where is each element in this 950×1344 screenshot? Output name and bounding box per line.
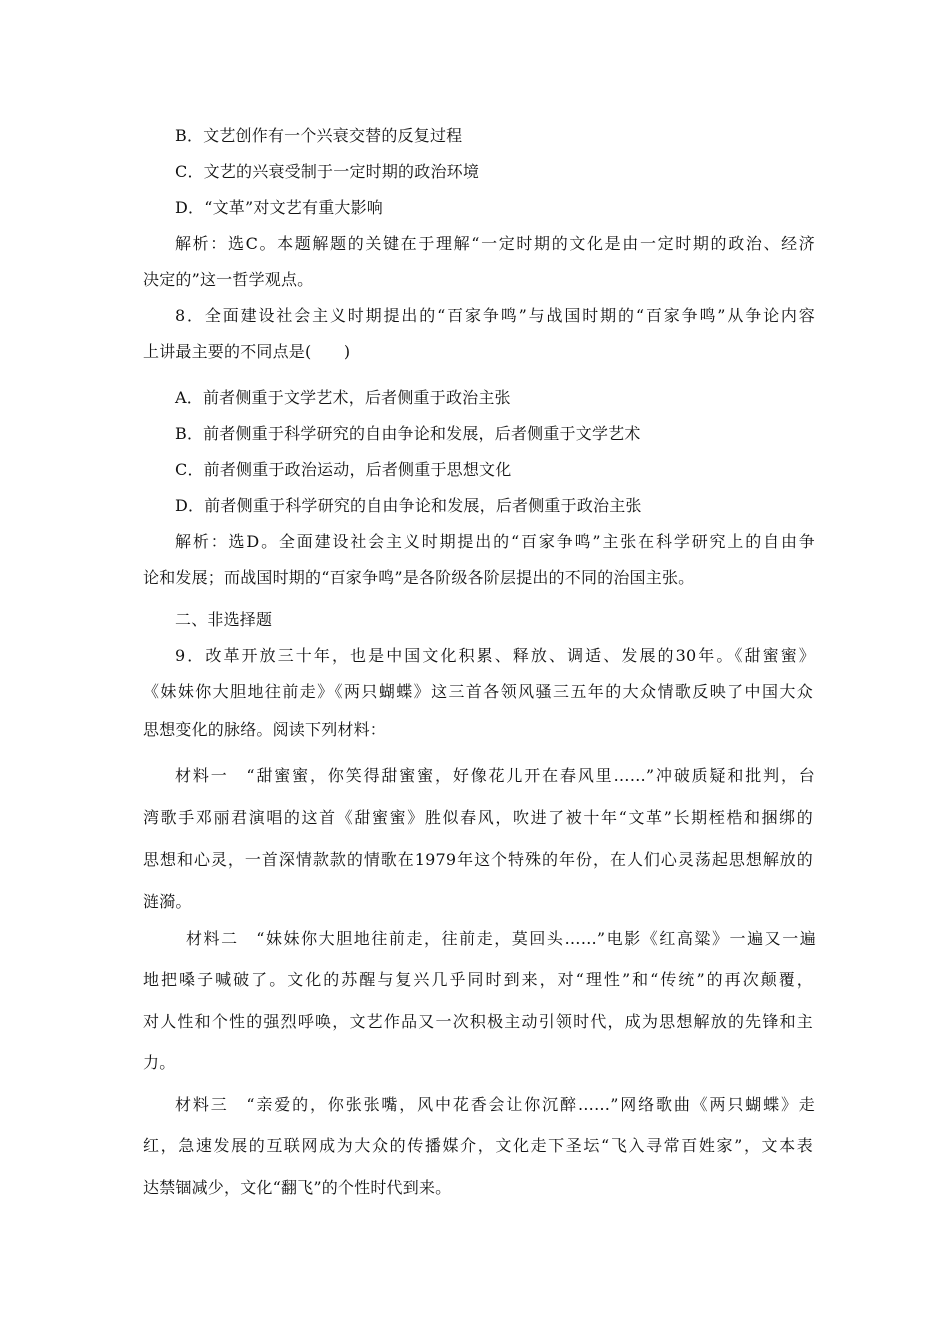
- question-8-line1: 8．全面建设社会主义时期提出的“百家争鸣”与战国时期的“百家争鸣”从争论内容: [175, 306, 815, 325]
- material-3-line1: 材料三 “亲爱的，你张张嘴，风中花香会让你沉醉……”网络歌曲《两只蝴蝶》走: [175, 1095, 815, 1114]
- analysis-q7-line1: 解析：选C。本题解题的关键在于理解“一定时期的文化是由一定时期的政治、经济: [175, 234, 815, 253]
- material-2-line1: 材料二 “妹妹你大胆地往前走，往前走，莫回头……”电影《红高粱》一遍又一遍: [186, 929, 816, 948]
- option-d-q8: D．前者侧重于科学研究的自由争论和发展，后者侧重于政治主张: [175, 496, 642, 515]
- analysis-q8-line2: 论和发展；而战国时期的“百家争鸣”是各阶级各阶层提出的不同的治国主张。: [143, 568, 695, 587]
- material-1-line4: 涟漪。: [143, 892, 192, 911]
- question-9-line3: 思想变化的脉络。阅读下列材料：: [143, 720, 387, 739]
- material-2-line4: 力。: [143, 1053, 176, 1072]
- section-heading: 二、非选择题: [175, 610, 273, 629]
- option-c-q7: C．文艺的兴衰受制于一定时期的政治环境: [175, 162, 480, 181]
- option-d-q7: D．“文革”对文艺有重大影响: [175, 198, 383, 217]
- analysis-q7-line2: 决定的”这一哲学观点。: [143, 270, 314, 289]
- material-2-line3: 对人性和个性的强烈呼唤，文艺作品又一次积极主动引领时代，成为思想解放的先锋和主: [143, 1012, 813, 1031]
- analysis-q8-line1: 解析：选D。全面建设社会主义时期提出的“百家争鸣”主张在科学研究上的自由争: [175, 532, 815, 551]
- option-b-q8: B．前者侧重于科学研究的自由争论和发展，后者侧重于文学艺术: [175, 424, 641, 443]
- material-3-line3: 达禁锢减少，文化“翻飞”的个性时代到来。: [143, 1178, 452, 1197]
- question-8-line2: 上讲最主要的不同点是( ): [143, 342, 351, 361]
- material-1-line2: 湾歌手邓丽君演唱的这首《甜蜜蜜》胜似春风，吹进了被十年“文革”长期桎梏和捆绑的: [143, 808, 813, 827]
- material-2-line2: 地把嗓子喊破了。文化的苏醒与复兴几乎同时到来，对“理性”和“传统”的再次颠覆，: [143, 970, 813, 989]
- question-9-line1: 9．改革开放三十年，也是中国文化积累、释放、调适、发展的30年。《甜蜜蜜》: [175, 646, 815, 665]
- material-1-line3: 思想和心灵，一首深情款款的情歌在1979年这个特殊的年份，在人们心灵荡起思想解放的: [143, 850, 813, 869]
- option-c-q8: C．前者侧重于政治运动，后者侧重于思想文化: [175, 460, 512, 479]
- material-1-line1: 材料一 “甜蜜蜜，你笑得甜蜜蜜，好像花儿开在春风里……”冲破质疑和批判，台: [175, 766, 815, 785]
- option-b-q7: B．文艺创作有一个兴衰交替的反复过程: [175, 126, 463, 145]
- question-9-line2: 《妹妹你大胆地往前走》《两只蝴蝶》这三首各领风骚三五年的大众情歌反映了中国大众: [143, 682, 813, 701]
- material-3-line2: 红，急速发展的互联网成为大众的传播媒介，文化走下圣坛“飞入寻常百姓家”，文本表: [143, 1136, 813, 1155]
- option-a-q8: A．前者侧重于文学艺术，后者侧重于政治主张: [175, 388, 511, 407]
